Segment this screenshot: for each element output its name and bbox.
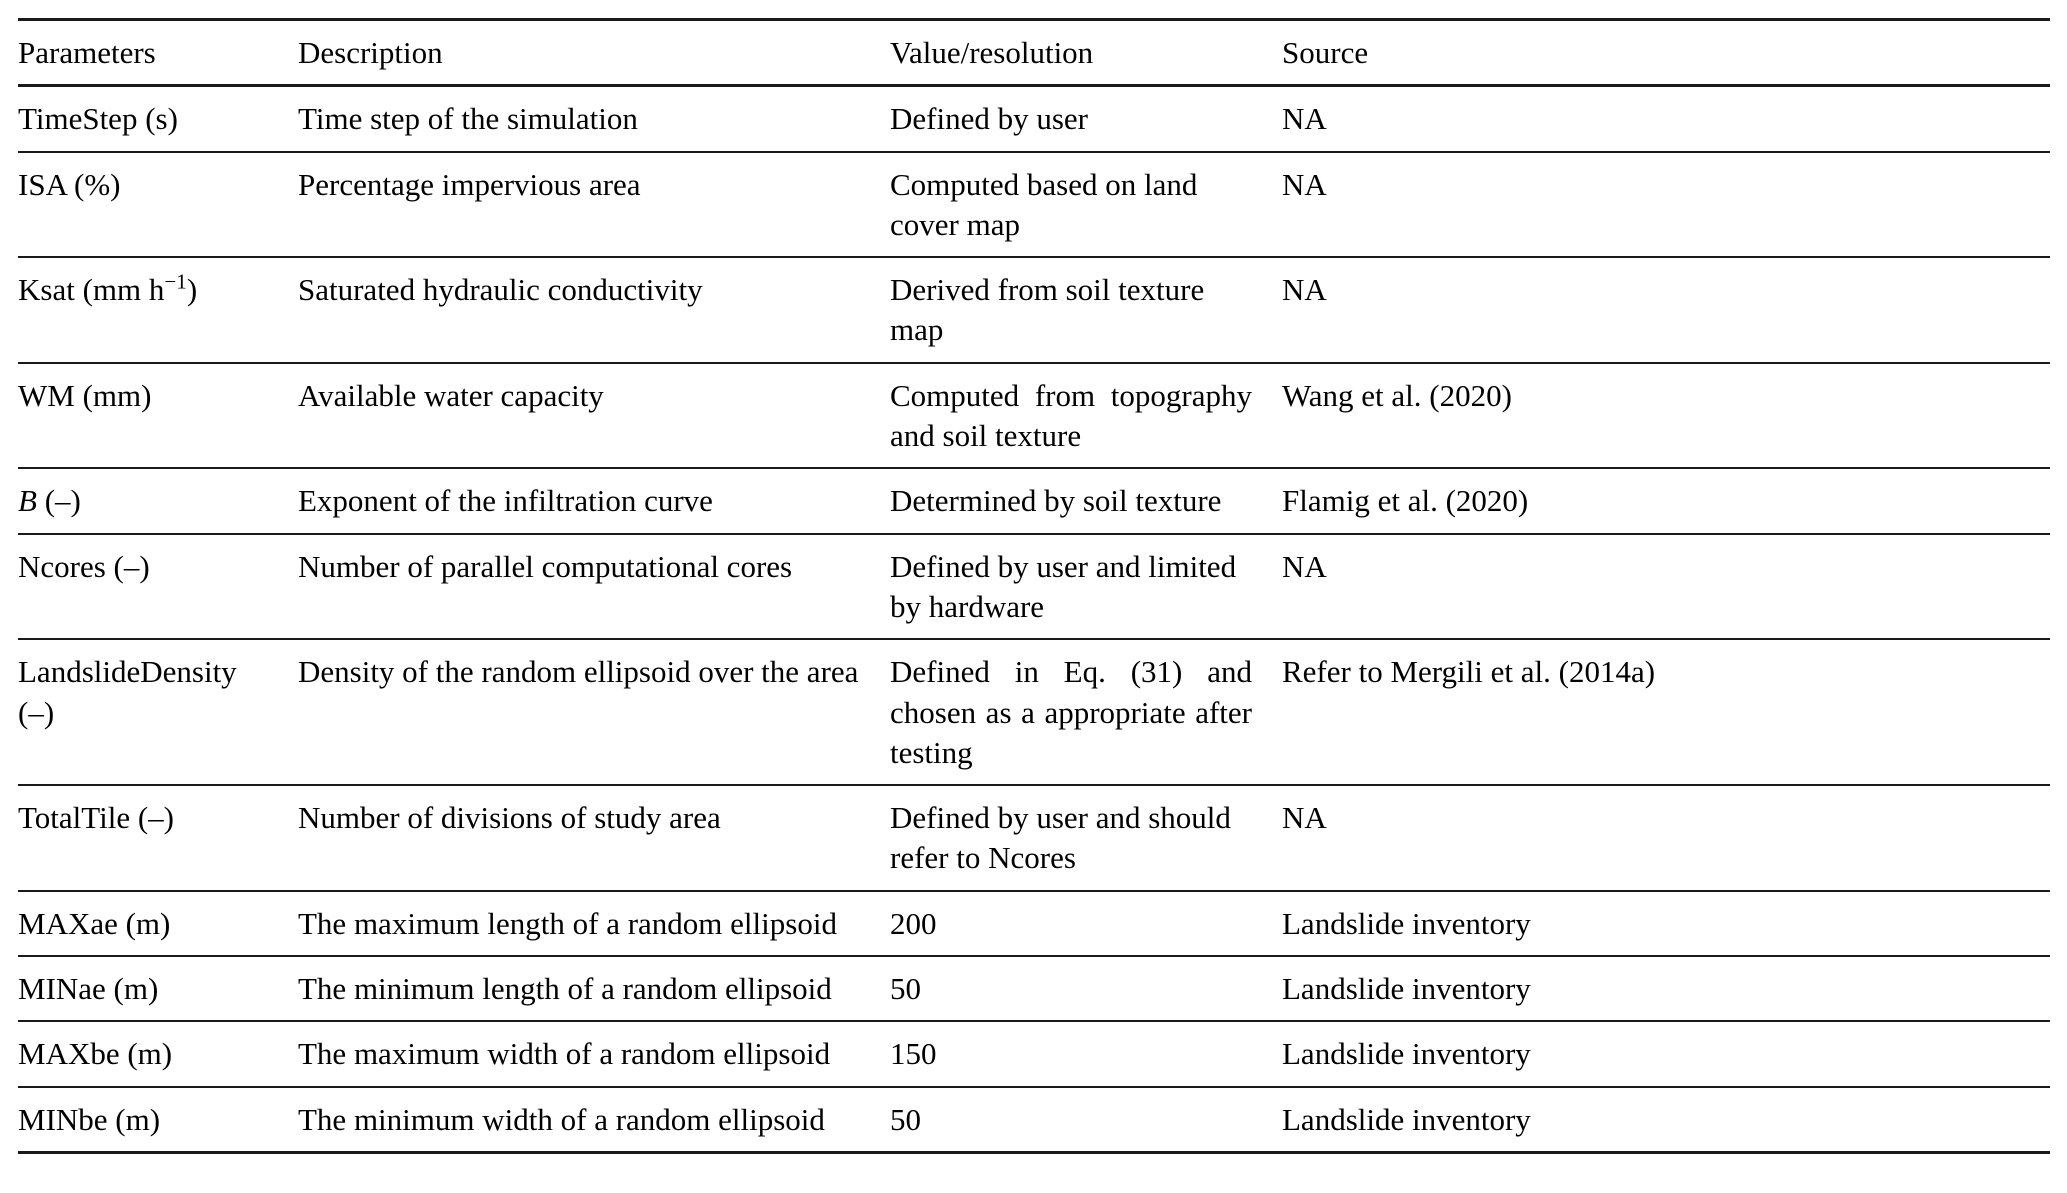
cell-parameter: LandslideDensity (–) — [18, 654, 237, 730]
cell-value: Defined in Eq. (31) and chosen as a appropriate after testing — [890, 654, 1252, 770]
table-body — [18, 86, 2050, 1153]
cell-value: 150 — [890, 1036, 937, 1072]
parameter-table-container — [18, 18, 2050, 1154]
cell-source: NA — [1282, 272, 1327, 308]
table-row — [18, 468, 2050, 533]
parameter-tail-text: (–) — [36, 483, 81, 519]
cell-description: Saturated hydraulic conductivity — [298, 272, 703, 308]
cell-value: Determined by soil texture — [890, 483, 1222, 519]
cell-source: NA — [1282, 101, 1327, 137]
cell-description: Number of parallel computational cores — [298, 548, 793, 584]
cell-source: NA — [1282, 166, 1327, 202]
cell-source: Landslide inventory — [1282, 905, 1531, 941]
cell-parameter: MINae (m) — [18, 971, 159, 1007]
cell-parameter: Ncores (–) — [18, 548, 150, 584]
table-row — [18, 1021, 2050, 1086]
table-row — [18, 152, 2050, 258]
cell-value: 50 — [890, 971, 921, 1007]
column-header-description: Description — [298, 35, 443, 70]
parameter-symbol: B — [18, 483, 37, 519]
parameter-table — [18, 18, 2050, 1154]
table-header — [18, 20, 2050, 86]
table-row — [18, 785, 2050, 891]
cell-parameter — [18, 257, 298, 363]
cell-parameter: ISA (%) — [18, 166, 121, 202]
table-row — [18, 86, 2050, 152]
cell-description: Exponent of the infiltration curve — [298, 483, 713, 519]
cell-source: NA — [1282, 800, 1327, 836]
table-row — [18, 639, 2050, 785]
table-row — [18, 891, 2050, 956]
cell-source: Refer to Mergili et al. (2014a) — [1282, 654, 1656, 690]
cell-parameter: MINbe (m) — [18, 1101, 161, 1137]
parameter-exponent: −1 — [164, 269, 187, 294]
parameter-tail-text: ) — [186, 272, 198, 308]
cell-source: Landslide inventory — [1282, 1101, 1531, 1137]
cell-value: Computed from topography and soil texture — [890, 377, 1252, 454]
cell-description: Time step of the simulation — [298, 101, 638, 137]
cell-parameter: MAXbe (m) — [18, 1036, 173, 1072]
table-row — [18, 257, 2050, 363]
cell-description: The minimum length of a random ellipsoid — [298, 971, 832, 1007]
table-row — [18, 534, 2050, 640]
column-header-parameters: Parameters — [18, 35, 156, 70]
cell-description: The maximum length of a random ellipsoid — [298, 905, 837, 941]
cell-value: Derived from soil texture map — [890, 272, 1205, 348]
table-row — [18, 1087, 2050, 1153]
table-header-row — [18, 20, 2050, 86]
cell-parameter: TimeStep (s) — [18, 101, 178, 137]
cell-description: The maximum width of a random ellipsoid — [298, 1036, 831, 1072]
cell-value: Defined by user — [890, 101, 1088, 137]
cell-value: Defined by user and limited by hardware — [890, 548, 1237, 624]
cell-value: 200 — [890, 905, 937, 941]
table-row — [18, 956, 2050, 1021]
cell-parameter — [18, 468, 298, 533]
cell-source: Flamig et al. (2020) — [1282, 483, 1529, 519]
cell-value: 50 — [890, 1101, 921, 1137]
cell-value: Computed based on land cover map — [890, 166, 1198, 242]
cell-source: NA — [1282, 548, 1327, 584]
cell-source: Wang et al. (2020) — [1282, 377, 1512, 413]
cell-description: The minimum width of a random ellipsoid — [298, 1101, 825, 1137]
column-header-source: Source — [1282, 35, 1369, 70]
cell-description: Density of the random ellipsoid over the area — [298, 654, 859, 690]
cell-parameter: TotalTile (–) — [18, 800, 174, 836]
cell-description: Available water capacity — [298, 377, 604, 413]
cell-description: Percentage impervious area — [298, 166, 641, 202]
cell-parameter: MAXae (m) — [18, 905, 171, 941]
cell-description: Number of divisions of study area — [298, 800, 721, 836]
cell-value: Defined by user and should refer to Ncores — [890, 800, 1231, 876]
cell-source: Landslide inventory — [1282, 971, 1531, 1007]
table-row — [18, 363, 2050, 469]
cell-source: Landslide inventory — [1282, 1036, 1531, 1072]
parameter-base-text: Ksat (mm h — [18, 272, 165, 308]
column-header-value-resolution: Value/resolution — [890, 35, 1094, 70]
cell-parameter: WM (mm) — [18, 377, 152, 413]
